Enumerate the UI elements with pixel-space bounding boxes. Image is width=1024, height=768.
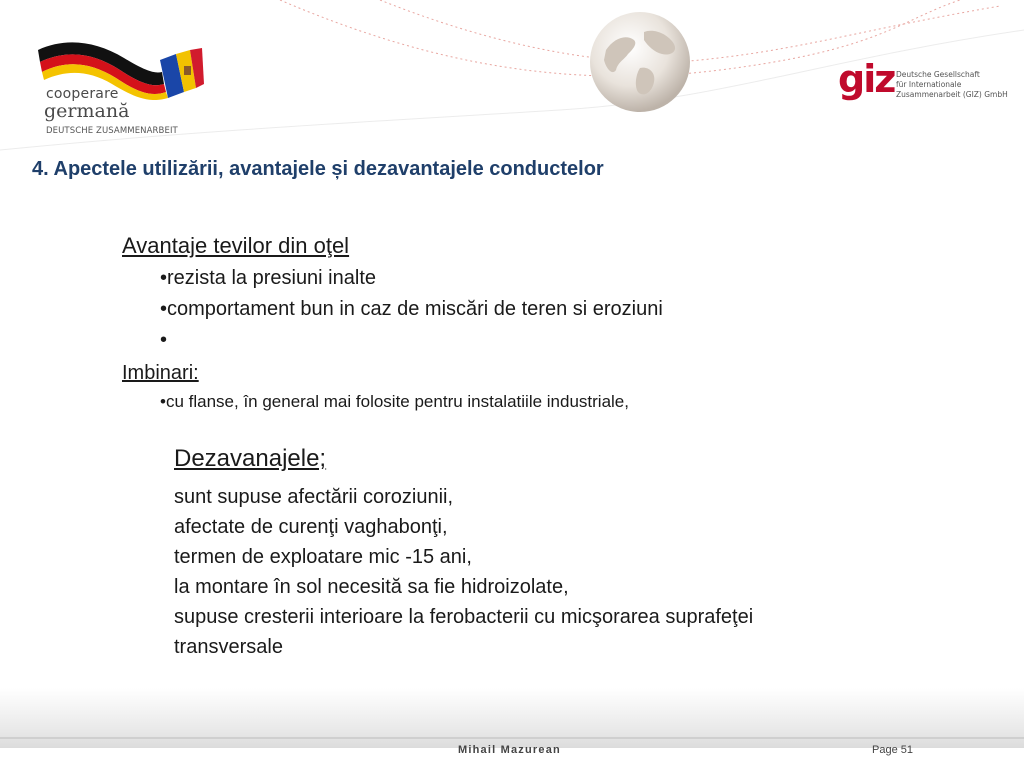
disadvantage-item: afectate de curenţi vaghabonţi, (174, 516, 448, 538)
giz-line-2: für Internationale (896, 80, 962, 89)
advantage-item: •comportament bun in caz de miscări de teren si eroziuni (160, 298, 663, 320)
joints-item: •cu flanse, în general mai folosite pentru instalatiile industriale, (160, 392, 629, 411)
joints-heading: Imbinari: (122, 362, 199, 384)
giz-line-1: Deutsche Gesellschaft (896, 70, 980, 79)
footer-divider (0, 737, 1024, 739)
slide-title: 4. Apectele utilizării, avantajele și dezavantajele conductelor (32, 158, 604, 180)
disadvantage-item: supuse cresterii interioare la ferobacterii cu micşorarea suprafeţei (174, 606, 754, 628)
footer-author: Mihail Mazurean (458, 744, 561, 756)
giz-line-3: Zusammenarbeit (GIZ) GmbH (896, 90, 1008, 99)
disadvantage-item: transversale (174, 636, 283, 658)
disadvantages-list (174, 482, 753, 662)
disadvantage-item: sunt supuse afectării coroziunii, (174, 486, 454, 508)
globe-icon (588, 10, 692, 114)
deutsche-zusammenarbeit-text: DEUTSCHE ZUSAMMENARBEIT (46, 126, 178, 136)
advantage-item: • (160, 329, 168, 351)
disadvantage-item: termen de exploatare mic -15 ani, (174, 546, 472, 568)
giz-logo (838, 57, 1008, 106)
giz-full-name (896, 70, 1008, 100)
disadvantage-item: la montare în sol necesită sa fie hidroizolate, (174, 576, 569, 598)
cooperare-text: cooperare (46, 86, 119, 102)
disadvantages-heading: Dezavanajele; (174, 445, 327, 472)
page-number: Page 51 (872, 744, 913, 756)
advantages-heading: Avantaje tevilor din oţel (122, 233, 350, 258)
cooperare-germana-logo (34, 40, 234, 140)
advantage-item: •rezista la presiuni inalte (160, 267, 376, 289)
footer-band (0, 688, 1024, 748)
germana-text: germană (44, 100, 130, 122)
giz-mark: giz (838, 57, 895, 101)
